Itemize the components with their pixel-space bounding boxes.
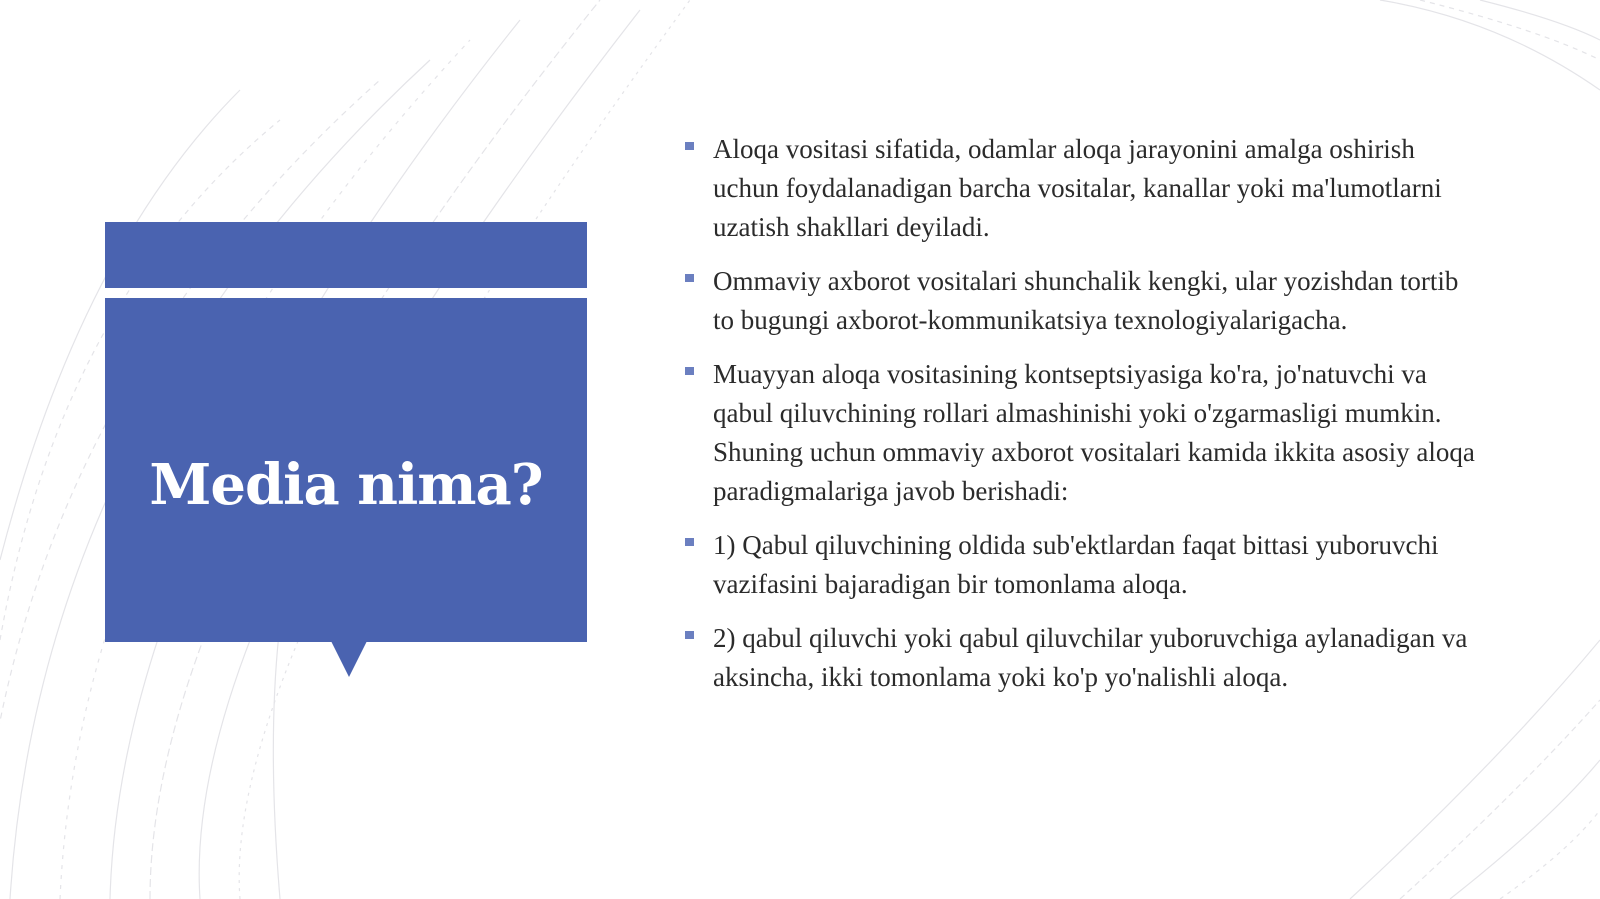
bullet-text: Ommaviy axborot vositalari shunchalik kengki, ular yozishdan tortib to bugungi axborot-kommunikatsiya texnologiyalarigacha. <box>713 266 1459 335</box>
callout-pointer <box>331 641 367 677</box>
slide-title: Media nima? <box>149 452 543 518</box>
bullet-list <box>685 130 1485 712</box>
list-item <box>685 262 1485 340</box>
bullet-text: Aloqa vositasi sifatida, odamlar aloqa jarayonini amalga oshirish uchun foydalanadigan barcha vositalar, kanallar yoki ma'lumotlarni uzatish shakllari deyiladi. <box>713 134 1442 242</box>
title-callout-box <box>105 298 587 642</box>
square-bullet-icon <box>685 631 694 639</box>
list-item <box>685 526 1485 604</box>
list-item <box>685 355 1485 511</box>
square-bullet-icon <box>685 367 694 375</box>
list-item <box>685 130 1485 247</box>
square-bullet-icon <box>685 538 694 546</box>
list-item <box>685 619 1485 697</box>
square-bullet-icon <box>685 274 694 282</box>
square-bullet-icon <box>685 142 694 150</box>
bullet-text: 2) qabul qiluvchi yoki qabul qiluvchilar yuboruvchiga aylanadigan va aksincha, ikki tomonlama yoki ko'p yo'nalishli aloqa. <box>713 623 1468 692</box>
bullet-text: 1) Qabul qiluvchining oldida sub'ektlardan faqat bittasi yuboruvchi vazifasini bajaradigan bir tomonlama aloqa. <box>713 530 1439 599</box>
bullet-text: Muayyan aloqa vositasining kontseptsiyasiga ko'ra, jo'natuvchi va qabul qiluvchining rollari almashinishi yoki o'zgarmasligi mumkin. Shuning uchun ommaviy axborot vositalari kamida ikkita asosiy aloqa paradigmalariga javob berishadi: <box>713 359 1475 506</box>
title-accent-band <box>105 222 587 288</box>
